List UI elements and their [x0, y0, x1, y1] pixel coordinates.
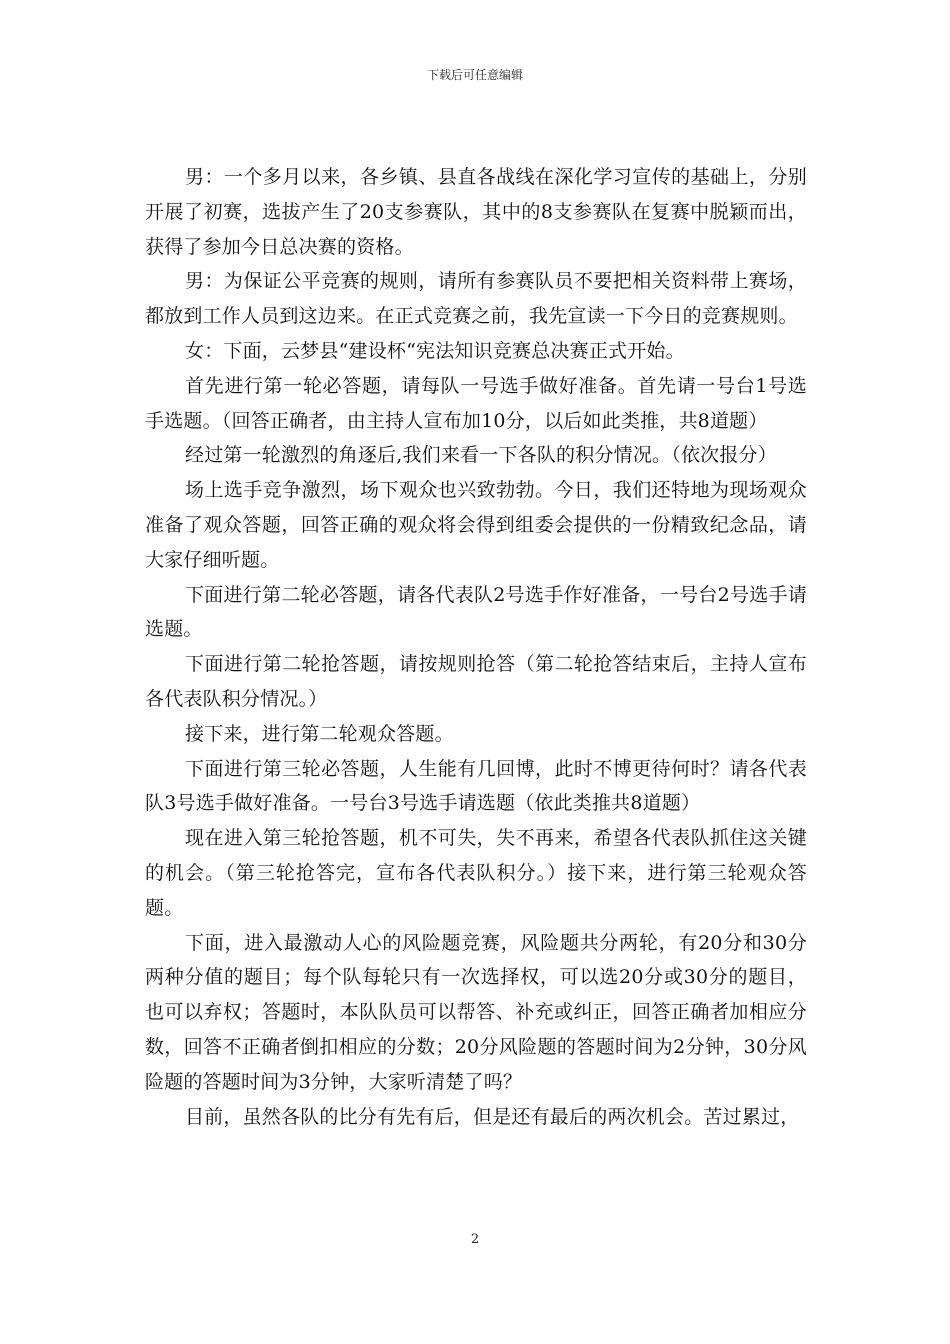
paragraph-11: 现在进入第三轮抢答题，机不可失，失不再来，希望各代表队抓住这关键的机会。（第三轮抢答完，宣布各代表队积分。）接下来，进行第三轮观众答题。	[145, 827, 807, 919]
paragraph-13: 目前，虽然各队的比分有先有后，但是还有最后的两次机会。苦过累过，	[185, 1105, 800, 1128]
paragraph-9: 接下来，进行第二轮观众答题。	[185, 722, 454, 745]
paragraph-3: 女：下面，云梦县“建设杯“宪法知识竞赛总决赛正式开始。	[185, 339, 685, 362]
document-body	[145, 160, 807, 1134]
paragraph-2: 男：为保证公平竞赛的规则，请所有参赛队员不要把相关资料带上赛场，都放到工作人员到这边来。在正式竞赛之前，我先宣读一下今日的竞赛规则。	[145, 270, 807, 328]
paragraph-1: 男：一个多月以来，各乡镇、县直各战线在深化学习宣传的基础上，分别开展了初赛，选拔产生了20支参赛队，其中的8支参赛队在复赛中脱颖而出，获得了参加今日总决赛的资格。	[145, 166, 807, 258]
paragraph-10: 下面进行第三轮必答题，人生能有几回博，此时不博更待何时？请各代表队3号选手做好准备。一号台3号选手请选题（依此类推共8道题）	[145, 757, 807, 815]
paragraph-12: 下面，进入最激动人心的风险题竞赛，风险题共分两轮，有20分和30分两种分值的题目；每个队每轮只有一次选择权，可以选20分或30分的题目，也可以弃权；答题时，本队队员可以帮答、补充或纠正，回答正确者加相应分数，回答不正确者倒扣相应的分数；20分风险题的答题时间为2分钟，30分风险题的答题时间为3分钟，大家听清楚了吗？	[145, 931, 807, 1093]
paragraph-7: 下面进行第二轮必答题，请各代表队2号选手作好准备，一号台2号选手请选题。	[145, 583, 807, 641]
paragraph-5: 经过第一轮激烈的角逐后,我们来看一下各队的积分情况。（依次报分）	[185, 444, 777, 467]
paragraph-6: 场上选手竞争激烈，场下观众也兴致勃勃。今日，我们还特地为现场观众准备了观众答题，回答正确的观众将会得到组委会提供的一份精致纪念品，请大家仔细听题。	[145, 479, 807, 571]
paragraph-4: 首先进行第一轮必答题，请每队一号选手做好准备。首先请一号台1号选手选题。（回答正确者，由主持人宣布加10分，以后如此类推，共8道题）	[145, 374, 807, 432]
page-number: 2	[470, 1232, 480, 1247]
paragraph-8: 下面进行第二轮抢答题，请按规则抢答（第二轮抢答结束后，主持人宣布各代表队积分情况。）	[145, 653, 807, 710]
page-header-note: 下载后可任意编辑	[426, 68, 523, 82]
